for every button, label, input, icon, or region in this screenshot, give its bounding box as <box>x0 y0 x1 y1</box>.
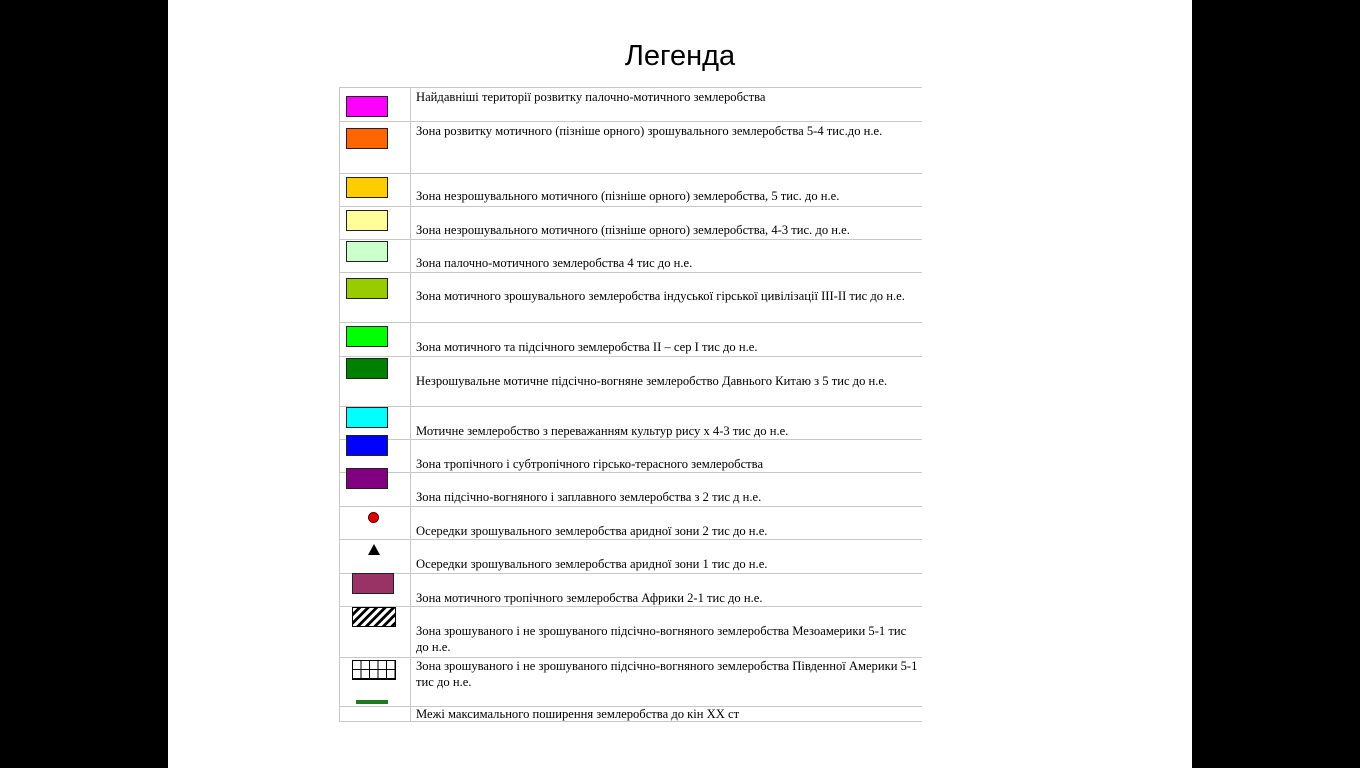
red-dot-icon <box>368 512 379 523</box>
legend-row <box>340 439 922 472</box>
color-swatch <box>346 407 388 428</box>
legend-row <box>340 472 922 506</box>
color-swatch <box>346 278 388 299</box>
green-border-line-icon <box>356 700 388 704</box>
legend-row <box>340 272 922 322</box>
legend-text: Найдавніші території розвитку палочно-мотичного землеробства <box>416 90 766 104</box>
legend-text: Зона підсічно-вогняного і заплавного землеробства з 2 тис д н.е. <box>416 490 762 504</box>
legend-text: Зона зрошуваного і не зрошуваного підсічно-вогняного землеробства Південної Америки 5-1 тис до н.е. <box>416 659 918 689</box>
legend-row <box>340 506 922 539</box>
legend-text: Зона тропічного і субтропічного гірсько-терасного землеробства <box>416 457 764 471</box>
legend-row <box>340 206 922 239</box>
legend-symbol-cell <box>340 273 411 322</box>
legend-row <box>340 173 922 206</box>
legend-row <box>340 87 922 121</box>
black-triangle-icon <box>368 544 380 555</box>
legend-text: Зона мотичного тропічного землеробства Африки 2-1 тис до н.е. <box>416 591 763 605</box>
legend-text: Зона незрошувального мотичного (пізніше орного) землеробства, 4-3 тис. до н.е. <box>416 223 850 237</box>
legend-text: Зона незрошувального мотичного (пізніше орного) землеробства, 5 тис. до н.е. <box>416 189 840 203</box>
legend-symbol-cell <box>340 707 411 721</box>
legend-symbol-cell <box>340 473 411 506</box>
legend-row <box>340 356 922 406</box>
color-swatch <box>346 435 388 456</box>
legend-symbol-cell <box>340 658 411 706</box>
color-swatch <box>352 573 394 594</box>
legend-symbol-cell <box>340 207 411 239</box>
color-swatch <box>346 326 388 347</box>
legend-text: Мотичне землеробство з переважанням культур рису х 4-3 тис до н.е. <box>416 424 789 438</box>
legend-symbol-cell <box>340 174 411 206</box>
color-swatch <box>346 96 388 117</box>
legend-symbol-cell <box>340 574 411 606</box>
legend-text: Осередки зрошувального землеробства аридної зони 2 тис до н.е. <box>416 524 768 538</box>
grid-pattern-icon <box>352 660 396 680</box>
legend-text: Зона палочно-мотичного землеробства 4 тис до н.е. <box>416 256 693 270</box>
legend-text: Межі максимального поширення землеробства до кін XX ст <box>416 707 740 721</box>
legend-symbol-cell <box>340 507 411 539</box>
color-swatch <box>346 177 388 198</box>
legend-symbol-cell <box>340 240 411 272</box>
legend-symbol-cell <box>340 357 411 406</box>
legend-symbol-cell <box>340 323 411 356</box>
legend-text: Зона мотичного та підсічного землеробства II – сер I тис до н.е. <box>416 340 758 354</box>
legend-symbol-cell <box>340 122 411 173</box>
color-swatch <box>346 128 388 149</box>
legend-row <box>340 406 922 439</box>
color-swatch <box>346 468 388 489</box>
legend-symbol-cell <box>340 540 411 573</box>
legend-row <box>340 121 922 173</box>
legend-row <box>340 573 922 606</box>
slide <box>168 0 1192 768</box>
legend-row <box>340 239 922 272</box>
legend-symbol-cell <box>340 88 411 121</box>
hatch-pattern-icon <box>352 607 396 627</box>
slide-title: Легенда <box>624 40 736 72</box>
legend-text: Зона мотичного зрошувального землеробства індуської гірської цивілізації III-II тис до н.е. <box>416 289 905 303</box>
legend-row <box>340 322 922 356</box>
color-swatch <box>346 358 388 379</box>
color-swatch <box>346 210 388 231</box>
legend-row <box>340 606 922 657</box>
legend-symbol-cell <box>340 607 411 657</box>
legend-text: Осередки зрошувального землеробства аридної зони 1 тис до н.е. <box>416 557 768 571</box>
legend-text: Зона зрошуваного і не зрошуваного підсічно-вогняного землеробства Мезоамерики 5-1 тис до н.е. <box>416 624 907 654</box>
legend-table <box>339 87 922 722</box>
color-swatch <box>346 241 388 262</box>
legend-row <box>340 657 922 706</box>
legend-text: Незрошувальне мотичне підсічно-вогняне землеробство Давнього Китаю з 5 тис до н.е. <box>416 374 888 388</box>
legend-text: Зона розвитку мотичного (пізніше орного) зрошувального землеробства 5-4 тис.до н.е. <box>416 124 883 138</box>
legend-row <box>340 539 922 573</box>
legend-row <box>340 706 922 722</box>
